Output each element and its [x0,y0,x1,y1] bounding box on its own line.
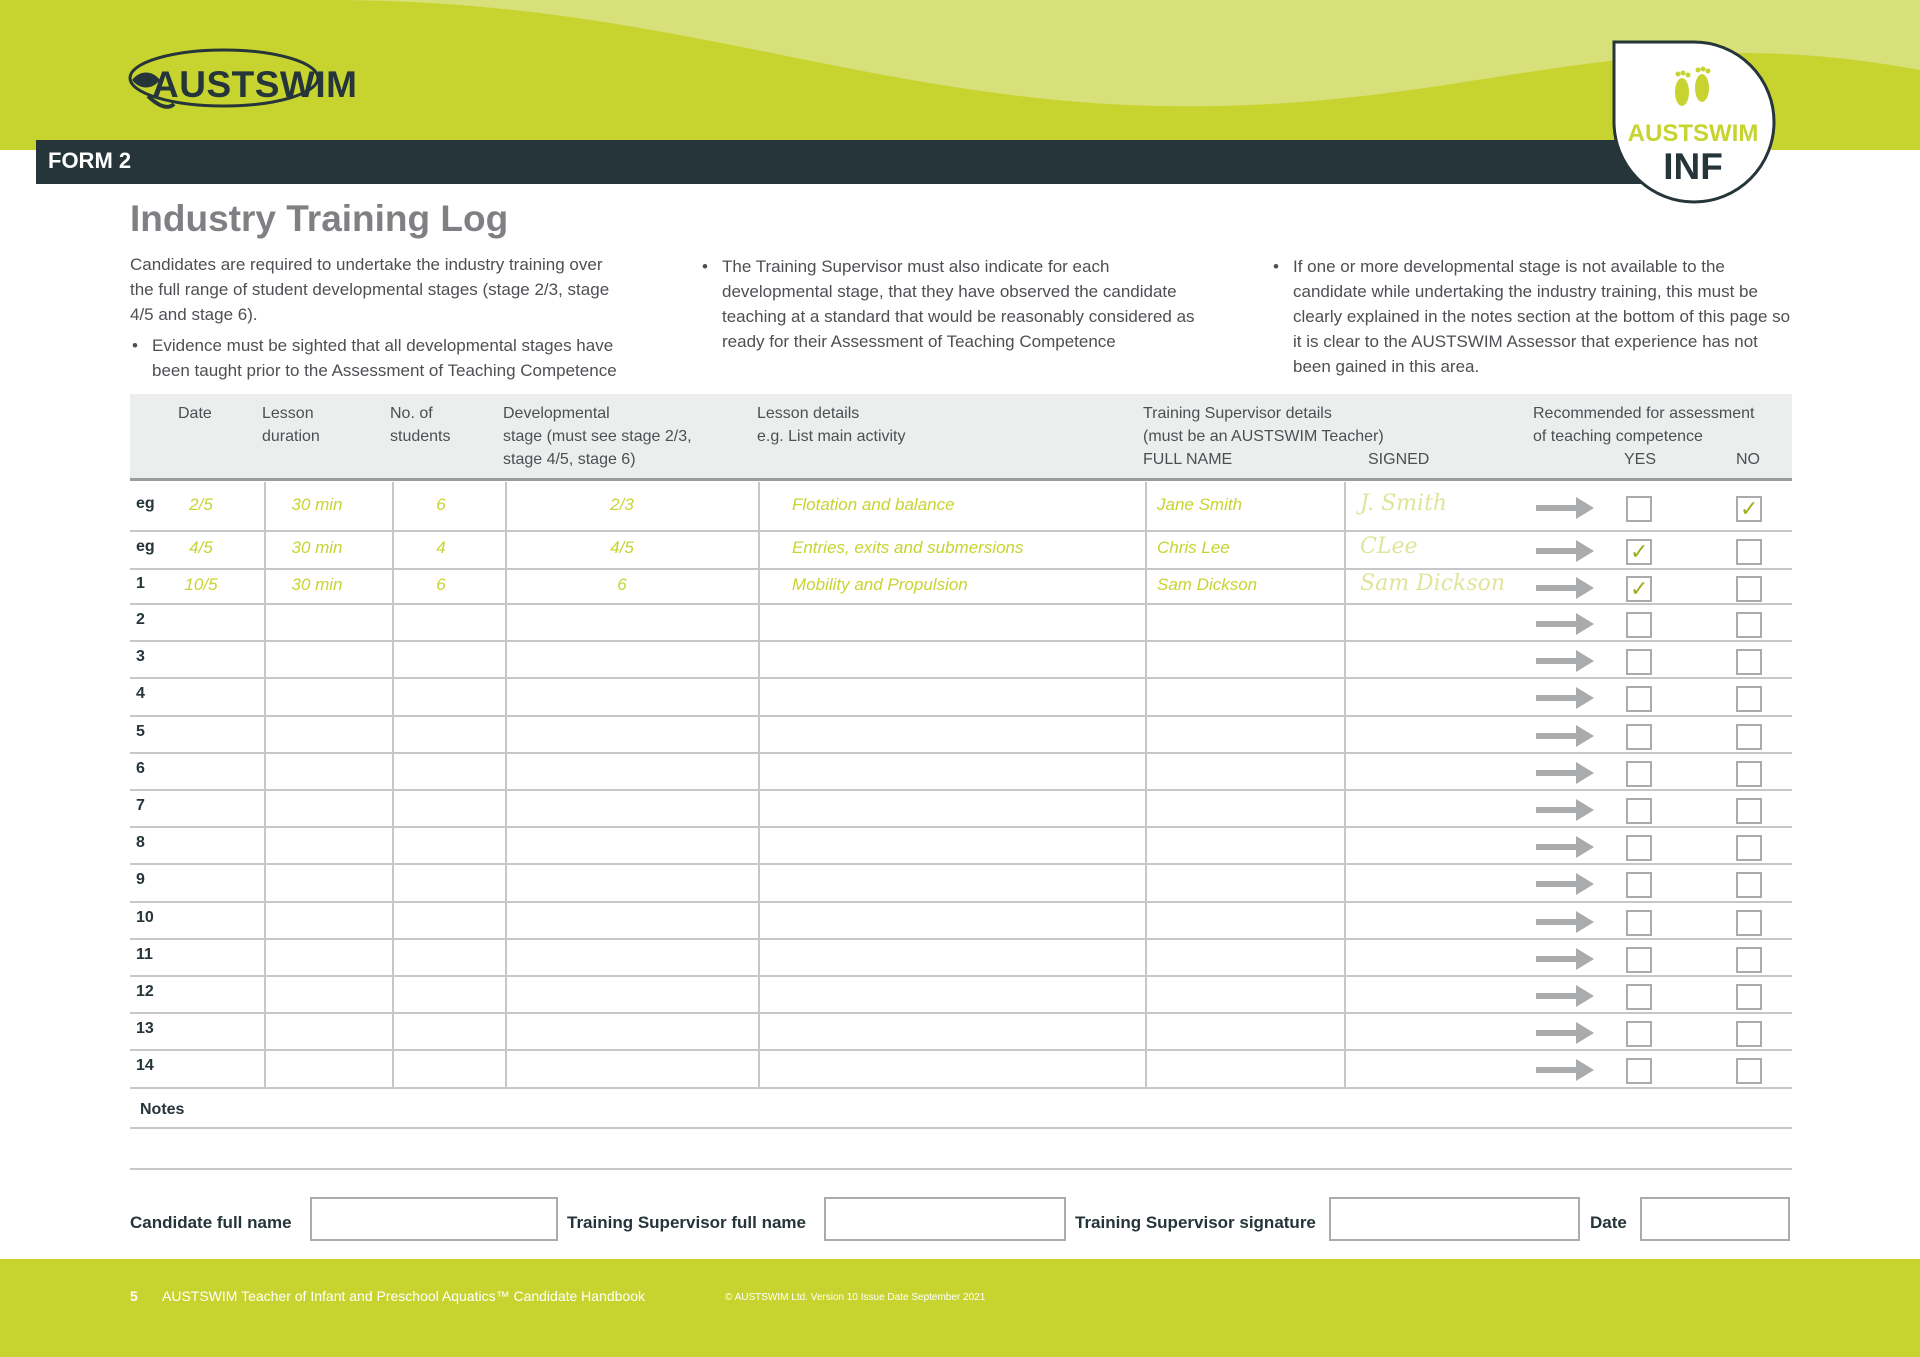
row-label: 10 [136,908,154,926]
cell-date: 4/5 [189,538,213,557]
no-checkbox[interactable] [1736,1021,1762,1047]
cell-lesson-details: Entries, exits and submersions [792,538,1024,557]
row-label: 11 [136,945,153,963]
yes-checkbox[interactable] [1626,761,1652,787]
yes-checkbox[interactable] [1626,910,1652,936]
supervisor-signature-label: Training Supervisor signature [1075,1213,1316,1232]
intro-column-2 [700,254,1220,354]
intro-bullet-1 [130,333,630,383]
no-checkbox[interactable] [1736,686,1762,712]
right-arrow-icon [1536,723,1596,749]
table-row-rule [130,677,1792,679]
intro-paragraph: Candidates are required to undertake the industry training over the full range of student developmental stages (stage 2/3, stage 4/5 and stage 6). [130,255,610,324]
cell-stage: 6 [617,574,627,594]
header-no: NO [1736,451,1760,468]
yes-checkbox[interactable] [1626,686,1652,712]
header-line: Lesson details [757,405,860,422]
yes-checkbox[interactable] [1626,724,1652,750]
yes-checkbox[interactable] [1626,649,1652,675]
checkmark-icon: ✓ [1630,575,1649,601]
row-label: 3 [136,647,145,665]
no-checkbox[interactable] [1736,910,1762,936]
yes-checkbox[interactable] [1626,872,1652,898]
cell-date: 10/5 [184,574,218,594]
cell-stage: 2/3 [610,494,634,514]
no-checkbox[interactable] [1736,724,1762,750]
right-arrow-icon [1536,797,1596,823]
no-checkbox[interactable] [1736,496,1762,522]
cell-date: 2/5 [189,494,213,514]
intro-column-1 [130,252,630,383]
footer-bar [0,1259,1920,1357]
header-duration [262,402,320,448]
header-rule [130,478,1792,481]
header-supervisor [1143,402,1384,471]
header-yes: YES [1624,451,1657,468]
column-divider [758,482,760,1088]
no-checkbox[interactable] [1736,1058,1762,1084]
table-row-rule [130,863,1792,865]
yes-checkbox[interactable] [1626,835,1652,861]
table-row-rule [130,640,1792,642]
header-line: stage (must see stage 2/3, [503,428,692,445]
yes-checkbox[interactable] [1626,612,1652,638]
form-bar [36,140,1670,184]
right-arrow-icon [1536,1057,1596,1083]
table-row-rule [130,568,1792,570]
row-label: 12 [136,982,154,1000]
supervisor-signature: CLee [1360,534,1418,559]
cell-students: 6 [436,574,446,594]
candidate-name-input[interactable] [310,1197,558,1241]
no-checkbox[interactable] [1736,872,1762,898]
row-label: 6 [136,759,145,777]
header-recommend [1533,402,1754,448]
intro-bullet-2 [700,254,1220,354]
table-row-rule [130,938,1792,940]
no-checkbox[interactable] [1736,539,1762,565]
table-row-rule [130,1087,1792,1089]
notes-rule-top [130,1127,1792,1129]
column-divider [1145,482,1147,1088]
intro-column-3 [1271,254,1791,379]
no-checkbox[interactable] [1736,649,1762,675]
form-label: FORM 2 [48,148,132,173]
table-row-rule [130,826,1792,828]
checkmark-icon: ✓ [1630,539,1649,564]
header-students [390,402,450,448]
austswim-logo [126,44,358,120]
supervisor-signature: J. Smith [1360,490,1448,516]
yes-checkbox[interactable] [1626,576,1652,602]
right-arrow-icon [1536,946,1596,972]
no-checkbox[interactable] [1736,612,1762,638]
intro-bullet-3 [1271,254,1791,379]
table-row-rule [130,752,1792,754]
table-row-rule [130,1012,1792,1014]
table-row-rule [130,1049,1792,1051]
supervisor-name-input[interactable] [824,1197,1066,1241]
row-label: 5 [136,722,145,740]
header-line: (must be an AUSTSWIM Teacher) [1143,428,1384,445]
cell-supervisor-name: Chris Lee [1157,538,1230,557]
header-line: Recommended for assessment [1533,405,1755,422]
row-label: 1 [136,574,145,592]
badge-brand-text: AUSTSWIM [1627,120,1759,147]
yes-checkbox[interactable] [1626,1021,1652,1047]
logo-text: AUSTSWIM [152,64,358,105]
table-row-rule [130,789,1792,791]
right-arrow-icon [1536,495,1596,521]
no-checkbox[interactable] [1736,761,1762,787]
table-row-rule [130,975,1792,977]
right-arrow-icon [1536,871,1596,897]
header-line: duration [262,428,320,445]
header-line: e.g. List main activity [757,428,906,445]
yes-checkbox[interactable] [1626,798,1652,824]
table-row-rule [130,530,1792,532]
checkmark-icon: ✓ [1740,495,1759,521]
header-full-name: FULL NAME [1143,451,1233,468]
row-label: 14 [136,1057,154,1074]
cell-students: 6 [436,494,446,514]
date-input[interactable] [1640,1197,1790,1241]
cell-duration: 30 min [291,574,343,594]
row-label: eg [136,494,155,512]
cell-students: 4 [436,538,446,557]
right-arrow-icon [1536,648,1596,674]
right-arrow-icon [1536,575,1596,601]
header-signed: SIGNED [1368,451,1430,468]
date-label: Date [1590,1213,1627,1232]
table-row-rule [130,715,1792,717]
bullet-dot: • [1273,257,1279,276]
row-label: 9 [136,871,145,888]
header-details [757,402,906,448]
no-checkbox[interactable] [1736,835,1762,861]
right-arrow-icon [1536,834,1596,860]
table-row-rule [130,603,1792,605]
supervisor-signature-input[interactable] [1329,1197,1580,1241]
column-divider [264,482,266,1088]
header-line: Developmental [503,405,610,422]
no-checkbox[interactable] [1736,798,1762,824]
intro-bullet-text: The Training Supervisor must also indicate for each developmental stage, that they have observed the candidate teaching at a standard that would be reasonably considered as ready for their Assessment of Teaching Competence [722,257,1195,351]
notes-label: Notes [140,1101,185,1118]
cell-lesson-details: Mobility and Propulsion [792,574,968,594]
cell-stage: 4/5 [610,538,634,557]
supervisor-name-label: Training Supervisor full name [567,1213,806,1232]
yes-checkbox[interactable] [1626,947,1652,973]
cell-duration: 30 min [291,538,343,557]
right-arrow-icon [1536,538,1596,564]
header-line: of teaching competence [1533,428,1703,445]
badge-code-text: INF [1663,146,1723,187]
cell-duration: 30 min [291,494,343,514]
table-row-rule [130,901,1792,903]
header-stage [503,402,692,471]
yes-checkbox[interactable] [1626,539,1652,565]
cell-supervisor-name: Sam Dickson [1157,574,1258,594]
page-title: Industry Training Log [130,198,509,239]
yes-checkbox[interactable] [1626,984,1652,1010]
page-number: 5 [130,1288,138,1304]
intro-bullet-text: If one or more developmental stage is not available to the candidate while undertaking the industry training, this must be clearly explained in the notes section at the bottom of this page so it is clear to the AUSTSWIM Assessor that experience has not been gained in this area. [1293,257,1791,376]
right-arrow-icon [1536,760,1596,786]
right-arrow-icon [1536,909,1596,935]
intro-bullet-text: Evidence must be sighted that all developmental stages have been taught prior to the Assessment of Teaching Competence [152,336,617,380]
column-divider [392,482,394,1088]
row-label: 7 [136,796,145,814]
right-arrow-icon [1536,611,1596,637]
header-line: students [390,428,451,445]
row-label: 2 [136,610,145,628]
column-divider [505,482,507,1088]
supervisor-signature: Sam Dickson [1360,570,1506,596]
row-label: 4 [136,685,145,702]
bullet-dot: • [702,257,708,276]
table-header [130,394,1792,480]
header-line: Lesson [262,405,314,422]
candidate-name-label: Candidate full name [130,1213,292,1232]
column-divider [1344,482,1346,1088]
row-label: 13 [136,1019,154,1037]
right-arrow-icon [1536,983,1596,1009]
footer-title: AUSTSWIM Teacher of Infant and Preschool Aquatics™ Candidate Handbook [162,1288,646,1304]
yes-checkbox[interactable] [1626,1058,1652,1084]
header-line: Training Supervisor details [1143,405,1332,422]
right-arrow-icon [1536,685,1596,711]
row-label: eg [136,538,155,555]
notes-rule-bottom [130,1168,1792,1170]
header-date: Date [178,405,212,422]
yes-checkbox[interactable] [1626,496,1652,522]
no-checkbox[interactable] [1736,947,1762,973]
header-line: No. of [390,405,433,422]
cell-lesson-details: Flotation and balance [792,494,955,514]
no-checkbox[interactable] [1736,576,1762,602]
right-arrow-icon [1536,1020,1596,1046]
cell-supervisor-name: Jane Smith [1157,494,1243,514]
row-label: 8 [136,833,145,851]
bullet-dot: • [132,336,138,355]
header-line: stage 4/5, stage 6) [503,451,636,468]
no-checkbox[interactable] [1736,984,1762,1010]
footer-copyright: © AUSTSWIM Ltd. Version 10 Issue Date September 2021 [725,1292,986,1303]
